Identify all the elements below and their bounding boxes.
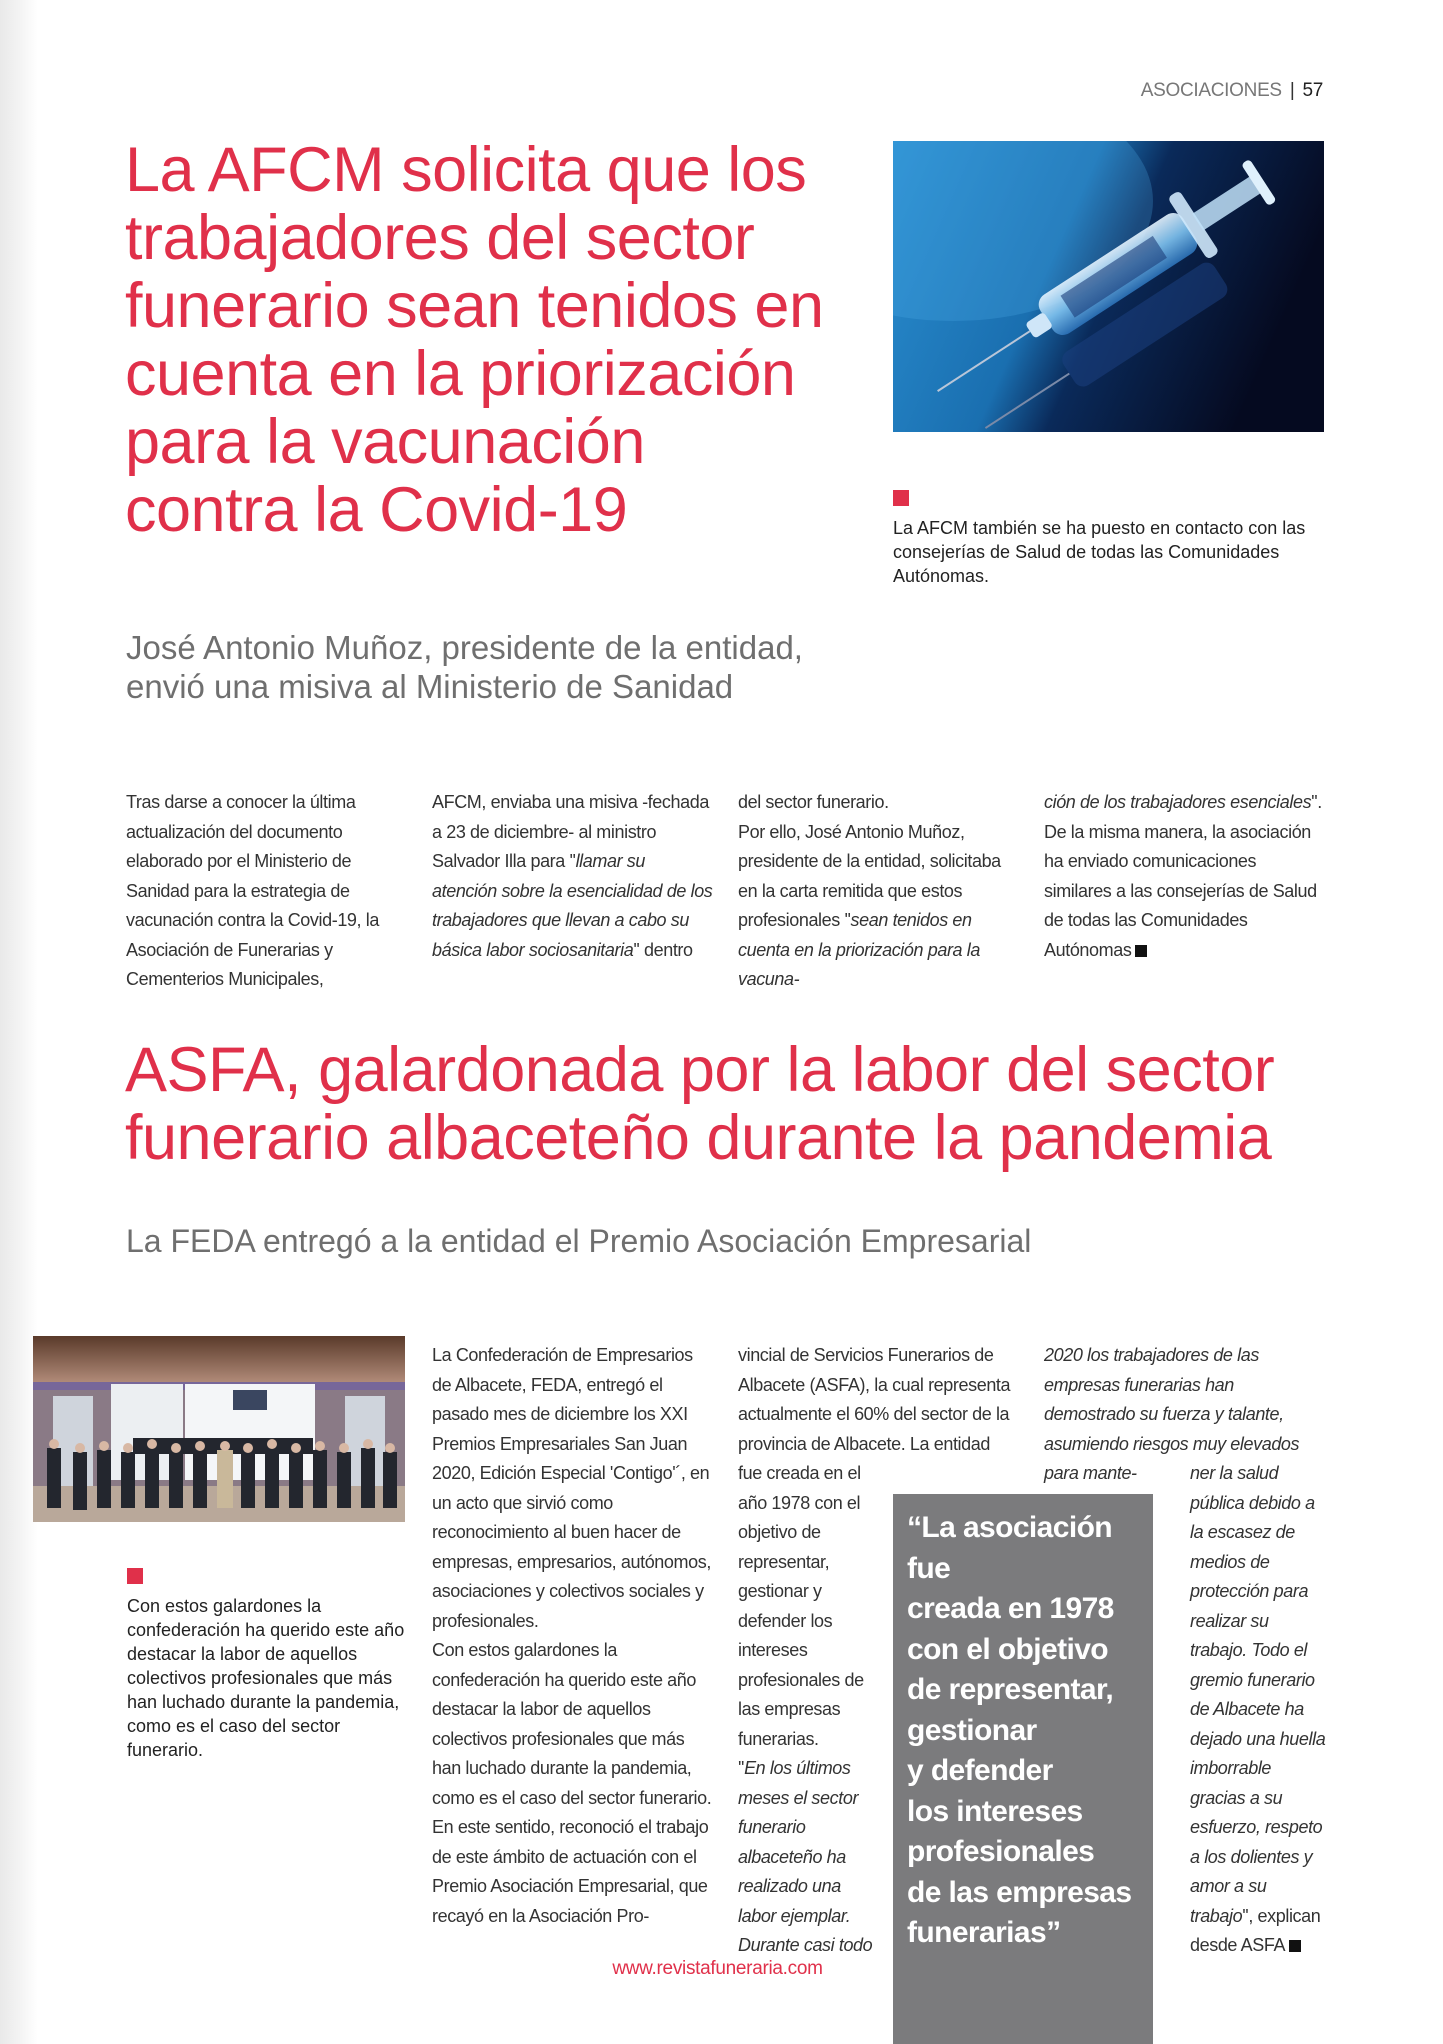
pull-quote-line: creada en 1978	[907, 1592, 1114, 1625]
body-text: Con estos galardones la confederación ha querido este año destacar la labor de aquellos colectivos profesionales que más han luchado durante la pandemia, como es el caso del sector funerario.	[432, 1640, 712, 1808]
section-name: ASOCIACIONES	[1140, 80, 1282, 101]
article1-column-1	[126, 788, 408, 995]
pull-quote-line: y defender	[907, 1754, 1053, 1787]
caption-marker	[893, 490, 909, 506]
quoted-text: En los últimos meses el sector funerario albaceteño ha realizado una labor ejemplar. Durante casi todo	[738, 1758, 873, 1955]
end-of-article-mark	[1135, 945, 1147, 957]
article2-column-1	[432, 1341, 714, 1931]
title-line: para la vacunación	[125, 407, 645, 477]
pull-quote-text	[907, 1508, 1139, 1954]
body-text	[432, 788, 714, 965]
pull-quote-line: funerarias”	[907, 1916, 1061, 1949]
body-text: fue creada en el año 1978 con el objetivo de representar, gestionar y defender los intereses profesionales de las empresas funerarias.	[738, 1463, 864, 1749]
article2-column-3-narrow	[1190, 1459, 1330, 1961]
running-header	[1141, 80, 1323, 102]
page-edge-shadow	[0, 0, 38, 2044]
quoted-text: llamar su atención sobre la esencialidad de los trabajadores que llevan a cabo su básica labor sociosanitaria	[432, 851, 713, 960]
title-line: cuenta en la priorización	[125, 339, 796, 409]
pull-quote-line: de las empresas	[907, 1875, 1132, 1909]
title-line: La AFCM solicita que los	[125, 135, 807, 205]
award-ceremony-photo	[33, 1336, 405, 1522]
article2-subtitle: La FEDA entregó a la entidad el Premio Asociación Empresarial	[126, 1223, 1032, 1259]
photo-caption: La AFCM también se ha puesto en contacto con las consejerías de Salud de todas las Comunidades Autónomas.	[893, 518, 1306, 586]
title-line: funerario sean tenidos en	[125, 271, 824, 341]
quoted-text: 2020 los trabajadores de las empresas funerarias han demostrado su fuerza y talante, asumiendo riesgos muy elevados para mante-	[1044, 1345, 1300, 1483]
quoted-text: sean tenidos en cuenta en la priorización para la vacuna-	[738, 910, 980, 989]
body-text-run: ''. De la misma manera, la asociación ha enviado comunicaciones similares a las consejerías de Salud de todas las Comunidades Autónomas	[1044, 792, 1322, 960]
subtitle-line: José Antonio Muñoz, presidente de la entidad,	[126, 629, 803, 666]
pull-quote-line: con el objetivo	[907, 1632, 1109, 1666]
pull-quote-line: “La asociación fue	[907, 1511, 1113, 1585]
pull-quote-line: de representar,	[907, 1673, 1114, 1706]
footer	[0, 1958, 1443, 1980]
page-number: 57	[1302, 80, 1323, 101]
quoted-text: ner la salud pública debido a la escasez de medios de protección para realizar su trabajo. Todo el gremio funerario de Albacete ha dejado una huella imborrable gracias a su esfuerzo, respeto a los dolientes y amor a su trabajo	[1190, 1463, 1326, 1926]
article1-column-2	[432, 788, 714, 965]
syringe-photo	[893, 141, 1324, 432]
body-text: del sector funerario.	[738, 792, 889, 812]
header-separator: |	[1289, 80, 1295, 101]
caption-marker	[127, 1568, 143, 1584]
article2-column-2-narrow	[738, 1459, 878, 1961]
title-line: trabajadores del sector	[125, 203, 755, 273]
body-text	[1044, 788, 1326, 965]
website-link[interactable]: www.revistafuneraria.com	[612, 1958, 823, 1979]
end-of-article-mark	[1289, 1940, 1301, 1952]
title-line: ASFA, galardonada por la labor del sector	[125, 1035, 1275, 1105]
article2-column-2-top	[738, 1341, 1020, 1459]
body-text	[1190, 1459, 1330, 1961]
pull-quote-line: los intereses	[907, 1794, 1083, 1828]
title-line: funerario albaceteño durante la pandemia	[125, 1103, 1272, 1173]
article1-subtitle	[126, 628, 846, 706]
body-text: La Confederación de Empresarios de Albacete, FEDA, entregó el pasado mes de diciembre los XXI Premios Empresariales San Juan 2020, Edición Especial 'Contigo'´, en un acto que sirvió como reconocimiento al buen hacer de empresas, empresarios, autónomos, asociaciones y colectivos sociales y profesionales.	[432, 1345, 711, 1631]
body-text-run: ''	[738, 1758, 745, 1778]
body-text	[738, 818, 1020, 995]
body-text-run: AFCM, enviaba una misiva -fechada a 23 de diciembre- al ministro Salvador Illa para ''	[432, 792, 709, 871]
article1-column-3	[738, 788, 1020, 995]
photo-caption: Con estos galardones la confederación ha querido este año destacar la labor de aquellos colectivos profesionales que más han luchado durante la pandemia, como es el caso del sector funerario.	[127, 1596, 405, 1760]
pull-quote-line: gestionar	[907, 1713, 1037, 1747]
body-text	[738, 1754, 878, 1961]
article2-title	[125, 1036, 1355, 1172]
pull-quote-line: profesionales	[907, 1835, 1095, 1868]
article1-title	[125, 136, 885, 544]
body-text-run: Por ello, José Antonio Muñoz, presidente de la entidad, solicitaba en la carta remitida que estos profesionales ''	[738, 821, 1001, 930]
body-text-run: '', explican desde ASFA	[1190, 1905, 1321, 1955]
body-text: En este sentido, reconoció el trabajo de este ámbito de actuación con el Premio Asociación Empresarial, que recayó en la Asociación Pro-	[432, 1817, 709, 1926]
quoted-text: ción de los trabajadores esenciales	[1044, 792, 1312, 812]
body-text: vincial de Servicios Funerarios de Albacete (ASFA), la cual representa actualmente el 60% del sector de la provincia de Albacete. La entidad	[738, 1345, 1011, 1454]
body-text: Tras darse a conocer la última actualización del documento elaborado por el Ministerio de Sanidad para la estrategia de vacunación contra la Covid-19, la Asociación de Funerarias y Cementerios Municipales,	[126, 792, 379, 989]
title-line: contra la Covid-19	[125, 475, 628, 545]
body-text-run: '' dentro	[633, 939, 693, 960]
article1-column-4	[1044, 788, 1326, 965]
subtitle-line: envió una misiva al Ministerio de Sanidad	[126, 668, 734, 705]
